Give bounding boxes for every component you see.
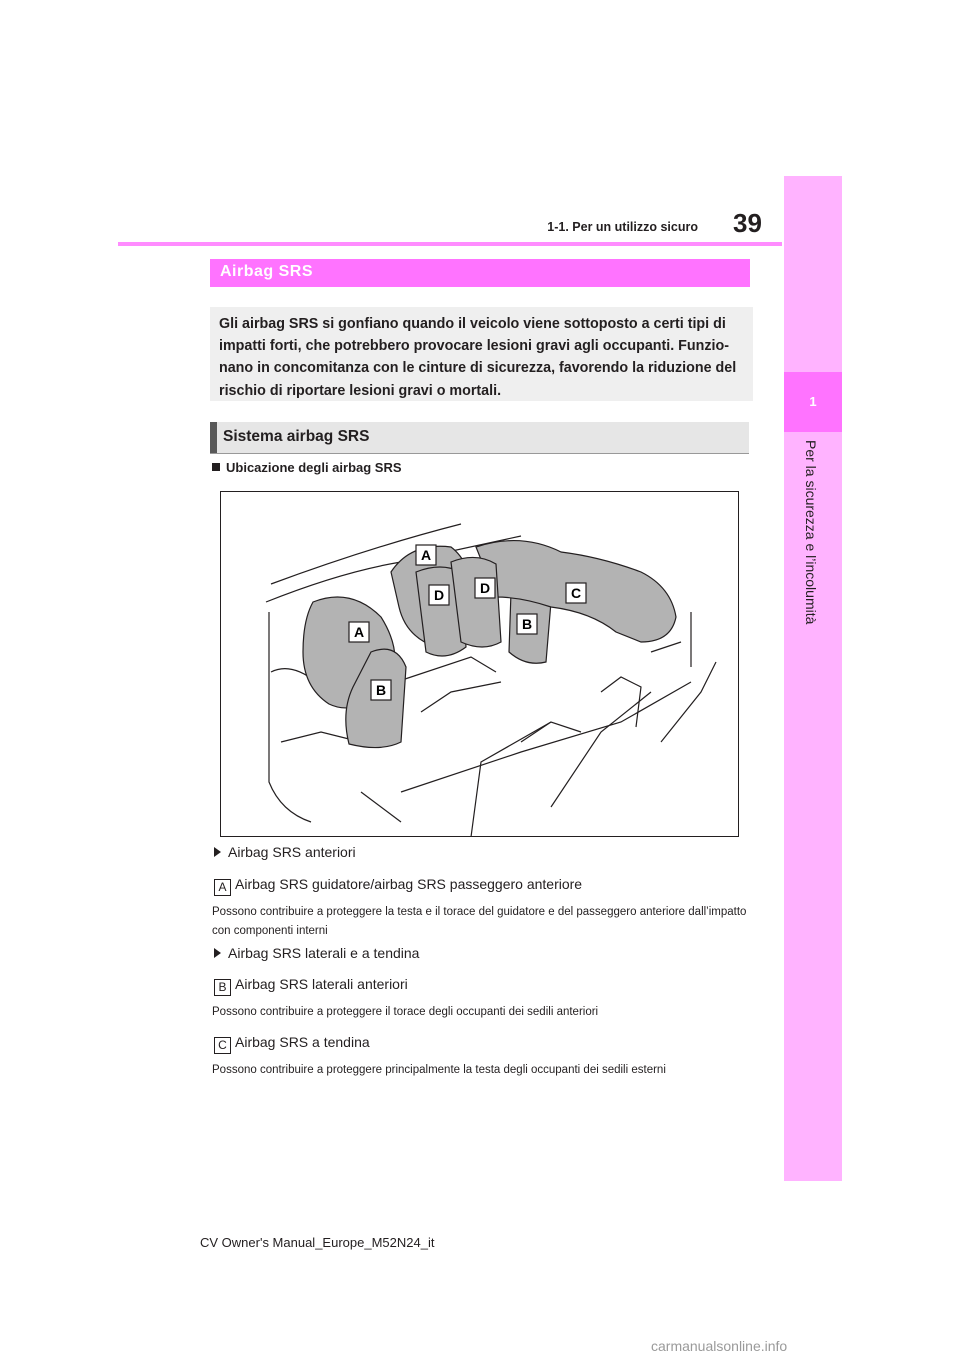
page-number: 39 (733, 208, 762, 238)
item-b (214, 976, 408, 996)
callout-b-right: B (521, 616, 533, 632)
heading-airbag-srs: Airbag SRS (220, 263, 314, 280)
label-box-b: B (214, 979, 231, 996)
intro-text: Gli airbag SRS si gonfiano quando il veicolo viene sottoposto a certi tipi di impatti forti, che potrebbero provocare lesioni gravi agli occupanti. Funzio-nano in concomitanza con le cinture di sicurezza, favorendo la riduzione del rischio di riportare lesioni gravi o mortali. (219, 316, 737, 399)
square-bullet-icon (212, 463, 220, 471)
callout-d-right: D (479, 580, 491, 596)
item-b-note: Possono contribuire a proteggere il torace degli occupanti dei sedili anteriori (212, 1006, 599, 1018)
chapter-number: 1 (784, 372, 842, 432)
subheading-text: Ubicazione degli airbag SRS (226, 460, 402, 475)
item-title: Airbag SRS laterali anteriori (235, 976, 408, 992)
triangle-bullet-icon (214, 847, 221, 857)
subsection-heading-bar (210, 422, 749, 453)
heading-band (210, 259, 750, 287)
heading-marker (210, 422, 217, 453)
intro-box (210, 307, 753, 401)
section-title: 1-1. Per un utilizzo sicuro (547, 220, 698, 234)
chapter-title: Per la sicurezza e l’incolumità (803, 440, 819, 625)
callout-d-left: D (433, 587, 445, 603)
subsection-title: Sistema airbag SRS (223, 428, 370, 445)
item-a (214, 876, 582, 896)
callout-c: C (570, 585, 582, 601)
item-c (214, 1034, 370, 1054)
group-title: Airbag SRS laterali e a tendina (228, 945, 420, 961)
footer-manual-id: CV Owner's Manual_Europe_M52N24_it (200, 1235, 435, 1250)
group-side-curtain-airbags (214, 945, 419, 961)
subsection-rule (210, 453, 749, 454)
item-a-note: Possono contribuire a proteggere la testa e il torace del guidatore e del passeggero anteriore dall’impatto con componenti interni (212, 906, 747, 937)
car-interior-illustration (221, 492, 739, 837)
group-title: Airbag SRS anteriori (228, 844, 356, 860)
callout-b-left: B (375, 682, 387, 698)
item-title: Airbag SRS guidatore/airbag SRS passeggero anteriore (235, 876, 583, 892)
triangle-bullet-icon (214, 948, 221, 958)
callout-a-top: A (420, 547, 432, 563)
callout-a-left: A (353, 624, 365, 640)
group-front-airbags (214, 844, 356, 860)
watermark: carmanualsonline.info (651, 1338, 788, 1354)
label-box-a: A (214, 879, 231, 896)
subheading (212, 460, 402, 475)
airbag-location-figure (220, 491, 739, 837)
item-c-note: Possono contribuire a proteggere principalmente la testa degli occupanti dei sedili esterni (212, 1064, 666, 1076)
header-rule (118, 242, 782, 246)
label-box-c: C (214, 1037, 231, 1054)
item-title: Airbag SRS a tendina (235, 1034, 370, 1050)
